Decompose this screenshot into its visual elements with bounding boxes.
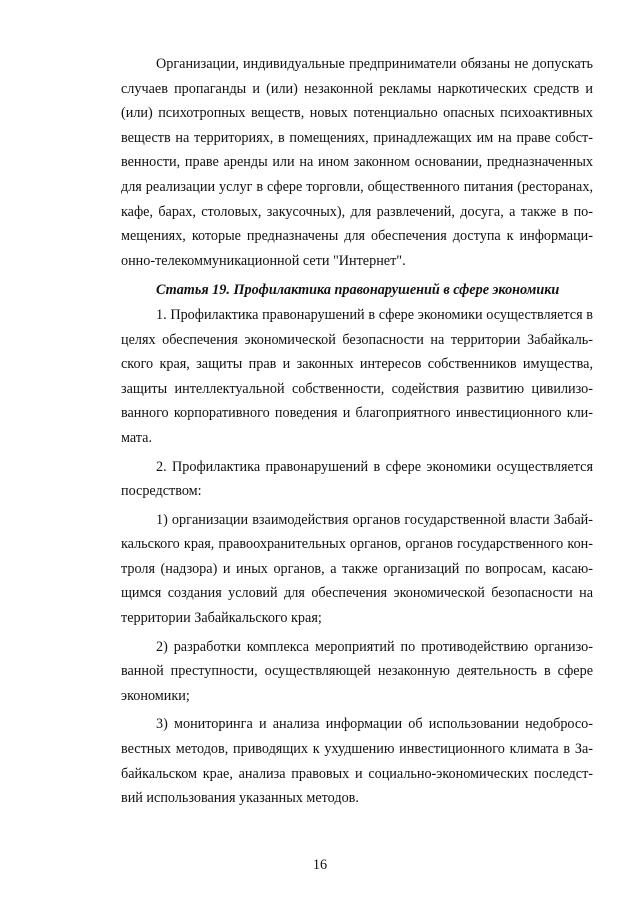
list-item-2: 2) разработки комплекса мероприятий по противодействию организованной преступности, осуществляющей незаконную деятельность в сфере экономики; [121,638,593,704]
list-item-1: 1) организации взаимодействия органов государственной власти Забайкальского края, правоохранительных органов, органов государственного контроля (надзора) и иных органов, а также организаций по вопросам, касающимся создания условий для обеспечения экономической безопасности на территории Забайкальского края; [121,511,593,627]
paragraph-article-19-part-1: 1. Профилактика правонарушений в сфере экономики осуществляется в целях обеспечения экономической безопасности на территории Забайкальского края, защиты прав и законных интересов собственников имущества, защиты интеллектуальной собственности, содействия развитию цивилизованного корпоративного поведения и благоприятного инвестиционного климата. [121,306,593,446]
paragraph-organizations-obligation: Организации, индивидуальные предприниматели обязаны не допускать случаев пропаганды и (или) незаконной рекламы наркотических средств и (или) психотропных веществ, новых потенциально опасных психоактивных веществ на территориях, в помещениях, принадлежащих им на праве собственности, праве аренды или на ином законном основании, предназначенных для реализации услуг в сфере торговли, общественного питания (ресторанах, кафе, барах, столовых, закусочных), для развлечений, досуга, а также в помещениях, которые предназначены для обеспечения доступа к информационно-телекоммуникационной сети "Интернет". [121,56,593,269]
article-19-heading: Статья 19. Профилактика правонарушений в сфере экономики [156,282,560,299]
document-body [121,52,593,811]
page-number: 16 [312,857,328,873]
paragraph-article-19-part-2: 2. Профилактика правонарушений в сфере экономики осуществляется посредством: [121,458,593,500]
list-item-3: 3) мониторинга и анализа информации об использовании недобросовестных методов, приводящих к ухудшению инвестиционного климата в Забайкальском крае, анализа правовых и социально-экономических последствий использования указанных методов. [121,716,593,807]
